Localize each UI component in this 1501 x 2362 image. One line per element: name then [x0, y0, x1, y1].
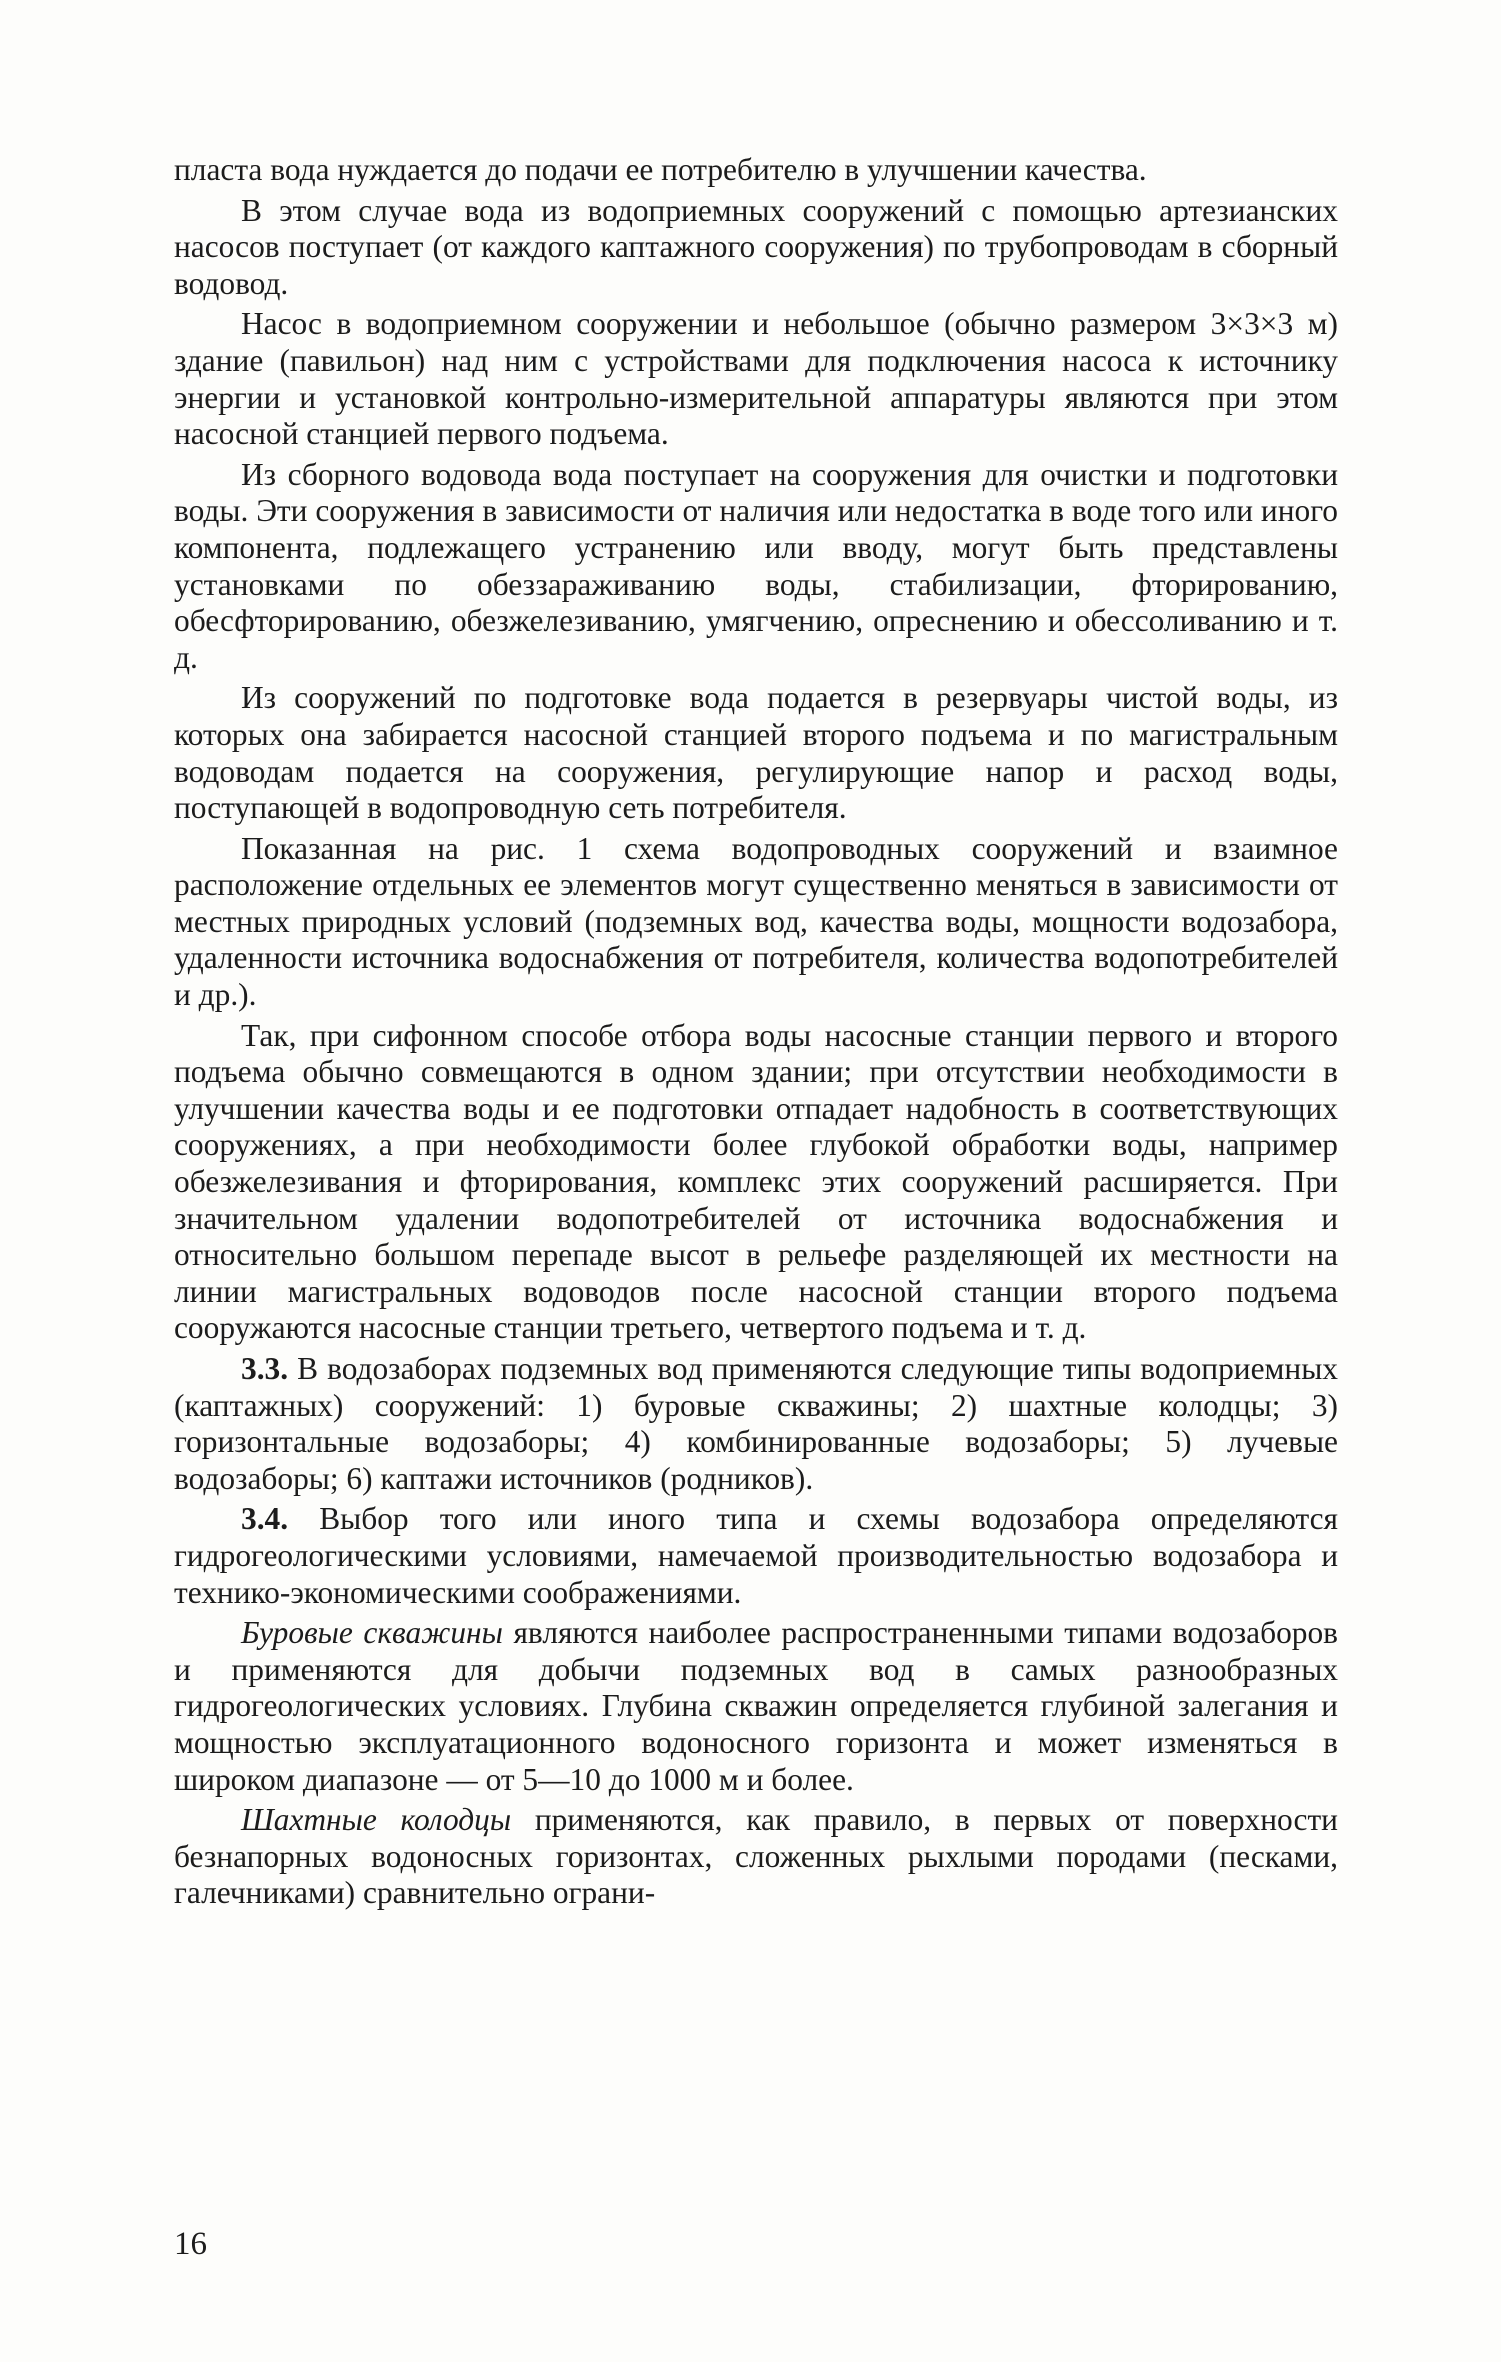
- paragraph-2: [174, 193, 1338, 303]
- paragraph-section-3-4: [174, 1501, 1338, 1611]
- paragraph-4: [174, 457, 1338, 677]
- paragraph-shaft-wells: [174, 1802, 1338, 1912]
- text-column: [174, 152, 1338, 1912]
- paragraph-section-3-3: [174, 1351, 1338, 1497]
- paragraph-6: [174, 831, 1338, 1014]
- paragraph-1: [174, 152, 1338, 189]
- paragraph-3: [174, 306, 1338, 452]
- paragraph-boreholes: [174, 1615, 1338, 1798]
- term-italic: Буровые скважины: [241, 1615, 503, 1651]
- paragraph-text: пласта вода нуждается до подачи ее потребителю в улучшении качества.: [174, 152, 1147, 187]
- paragraph-text: Из сборного водовода вода поступает на сооружения для очистки и подготовки воды. Эти сооружения в зависимости от наличия или недостатка в воде того или иного компонента, подлежащего устранению или вводу, могут быть представлены установками по обеззараживанию воды, стабилизации, фторированию, обесфторированию, обезжелезиванию, умягчению, опреснению и обессоливанию и т. д.: [174, 456, 1338, 675]
- paragraph-text: Показанная на рис. 1 схема водопроводных сооружений и взаимное расположение отдельных ее элементов могут существенно меняться в зависимости от местных природных условий (подземных вод, качества воды, мощности водозабора, удаленности источника водоснабжения от потребителя, количества водопотребителей и др.).: [174, 830, 1338, 1013]
- paragraph-text: В водозаборах подземных вод применяются следующие типы водоприемных (каптажных) сооружений: 1) буровые скважины; 2) шахтные колодцы; 3) горизонтальные водозаборы; 4) комбинированные водозаборы; 5) лучевые водозаборы; 6) каптажи источников (родников).: [174, 1351, 1338, 1496]
- paragraph-5: [174, 680, 1338, 826]
- paragraph-text: являются наиболее распространенными типами водозаборов и применяются для добычи подземных вод в самых разнообразных гидрогеологических условиях. Глубина скважин определяется глубиной залегания и мощностью эксплуатационного водоносного горизонта и может изменяться в широком диапазоне — от 5—10 до 1000 м и более.: [174, 1615, 1338, 1797]
- paragraph-text: Насос в водоприемном сооружении и небольшое (обычно размером 3×3×3 м) здание (павильон) над ним с устройствами для подключения насоса к источнику энергии и установкой контрольно-измерительной аппаратуры являются при этом насосной станцией первого подъема.: [174, 306, 1338, 452]
- page-number: 16: [174, 2226, 207, 2262]
- section-number: 3.4.: [241, 1501, 289, 1537]
- paragraph-text: В этом случае вода из водоприемных сооружений с помощью артезианских насосов поступает (от каждого каптажного сооружения) по трубопроводам в сборный водовод.: [174, 192, 1338, 301]
- paragraph-7: [174, 1018, 1338, 1347]
- section-number: 3.3.: [241, 1351, 289, 1386]
- paragraph-text: Выбор того или иного типа и схемы водозабора определяются гидрогеологическими условиями, намечаемой производительностью водозабора и технико-экономическими соображениями.: [174, 1501, 1338, 1610]
- term-italic: Шахтные колодцы: [241, 1802, 512, 1838]
- paragraph-text: применяются, как правило, в первых от поверхности безнапорных водоносных горизонтах, сложенных рыхлыми породами (песками, галечниками) сравнительно ограни-: [174, 1802, 1338, 1911]
- paragraph-text: Из сооружений по подготовке вода подается в резервуары чистой воды, из которых она забирается насосной станцией второго подъема и по магистральным водоводам подается на сооружения, регулирующие напор и расход воды, поступающей в водопроводную сеть потребителя.: [174, 680, 1338, 826]
- paragraph-text: Так, при сифонном способе отбора воды насосные станции первого и второго подъема обычно совмещаются в одном здании; при отсутствии необходимости в улучшении качества воды и ее подготовки отпадает надобность в соответствующих сооружениях, а при необходимости более глубокой обработки воды, например обезжелезивания и фторирования, комплекс этих сооружений расширяется. При значительном удалении водопотребителей от источника водоснабжения и относительно большом перепаде высот в рельефе разделяющей их местности на линии магистральных водоводов после насосной станции второго подъема сооружаются насосные станции третьего, четвертого подъема и т. д.: [174, 1017, 1338, 1346]
